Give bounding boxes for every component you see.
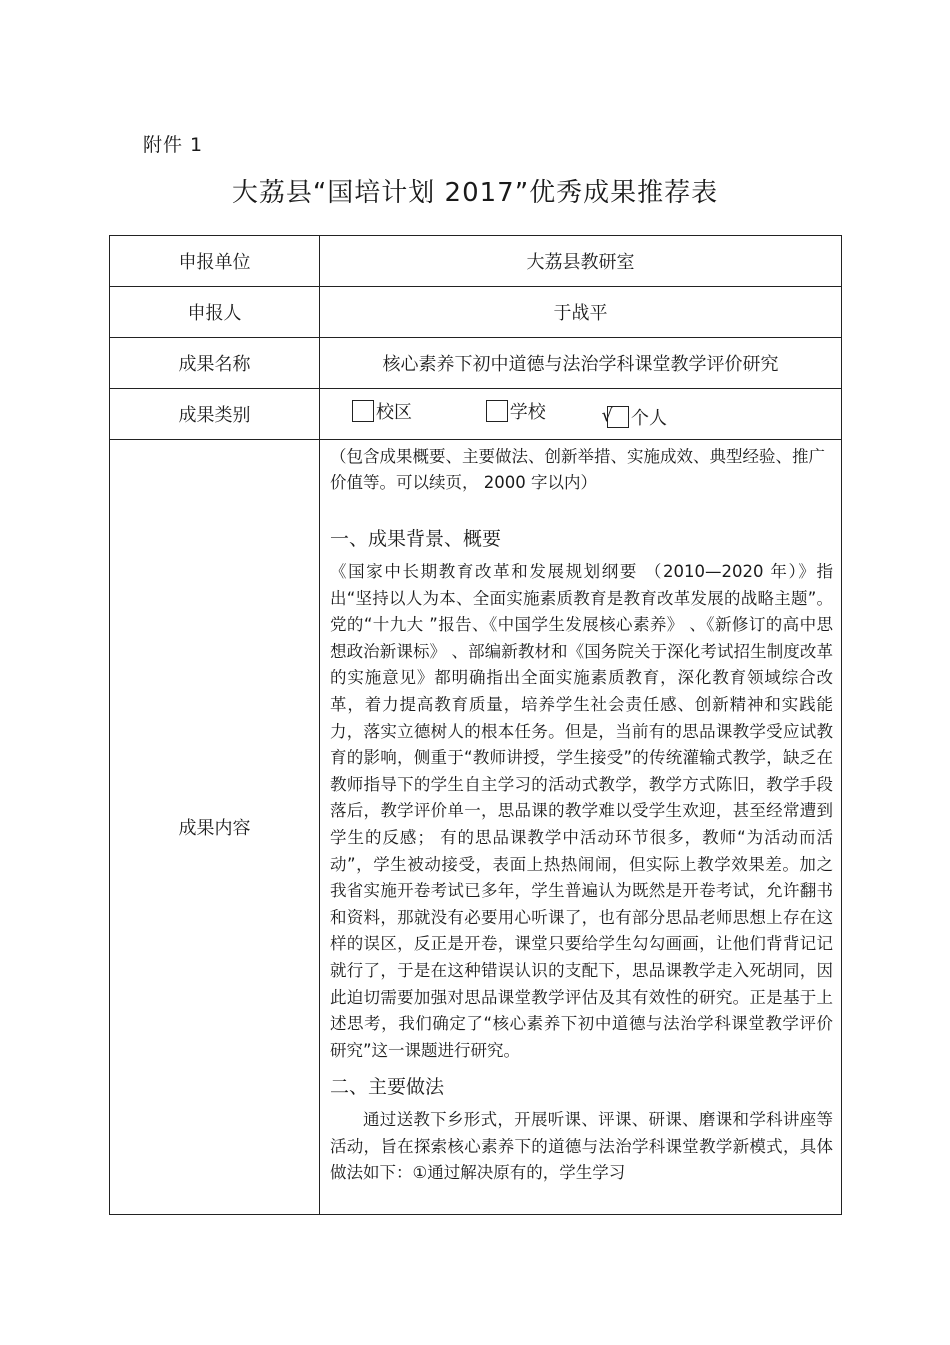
attachment-label: 附件 1 [143,134,204,156]
option-school[interactable] [486,398,546,424]
achievement-content-label: 成果内容 [110,440,320,1215]
section2-body: 通过送教下乡形式，开展听课、评课、研课、磨课和学科讲座等活动，旨在探索核心素养下的道德与法治学科课堂教学新模式，具体做法如下：①通过解决原有的，学生学习 [330,1110,833,1183]
unit-label: 申报单位 [110,236,320,287]
achievement-name-value: 核心素养下初中道德与法治学科课堂教学评价研究 [320,338,842,389]
check-mark: √ [601,405,613,427]
row-achievement-type [110,389,842,440]
checkbox-school[interactable] [486,400,508,422]
option-school-label: 学校 [509,402,546,424]
section1-heading: 一、成果背景、概要 [330,528,502,550]
achievement-type-options [320,389,842,440]
achievement-type-label: 成果类别 [110,389,320,440]
section1-body: 《国家中长期教育改革和发展规划纲要 （2010—2020 年）》指出“坚持以人为本、全面实施素质教育是教育改革发展的战略主题”。党的“十九大 ”报告、《中国学生发展核心素养》 、《新修订的高中思想政治新课标》 、部编新教材和《国务院关于深化考试招生制度改革的实施意见》都明确指出全面实施素质教育，深化教育领域综合改革，着力提高教育质量，培养学生社会责任感、创新精神和实践能力，落实立德树人的根本任务。但是，当前有的思品课教学受应试教育的影响，侧重于“教师讲授，学生接受”的传统灌输式教学，缺乏在教师指导下的学生自主学习的活动式教学，教学方式陈旧，教学手段落后，教学评价单一，思品课的教学难以受学生欢迎，甚至经常遭到学生的反感； 有的思品课教学中活动环节很多，教师“为活动而活动”，学生被动接受，表面上热热闹闹，但实际上教学效果差。加之我省实施开卷考试已多年，学生普遍认为既然是开卷考试，允许翻书和资料，那就没有必要用心听课了，也有部分思品老师思想上存在这样的误区，反正是开卷，课堂只要给学生勾勾画画，让他们背背记记就行了，于是在这种错误认识的支配下，思品课教学走入死胡同，因此迫切需要加强对思品课堂教学评估及其有效性的研究。正是基于上述思考，我们确定了“核心素养下初中道德与法治学科课堂教学评价研究”这一课题进行研究。 [330,562,833,1060]
row-applicant-unit [110,236,842,287]
row-achievement-name [110,338,842,389]
option-campus[interactable] [352,398,412,424]
document-title: 大荔县“国培计划 2017”优秀成果推荐表 [231,178,719,208]
unit-value: 大荔县教研室 [320,236,842,287]
applicant-value: 于战平 [320,287,842,338]
checkbox-personal[interactable] [607,406,629,428]
section2-heading: 二、主要做法 [330,1076,445,1099]
option-personal-label: 个人 [630,407,667,429]
content-hint: （包含成果概要、主要做法、创新举措、实施成效、典型经验、推广价值等。可以续页， 2000 字以内） [330,447,825,492]
recommendation-form-table [109,235,842,1215]
checkbox-campus[interactable] [352,400,374,422]
applicant-label: 申报人 [110,287,320,338]
option-personal[interactable] [601,404,666,430]
achievement-name-label: 成果名称 [110,338,320,389]
row-applicant [110,287,842,338]
row-achievement-content [110,440,842,1215]
achievement-content-cell [320,440,842,1215]
option-campus-label: 校区 [376,402,412,424]
